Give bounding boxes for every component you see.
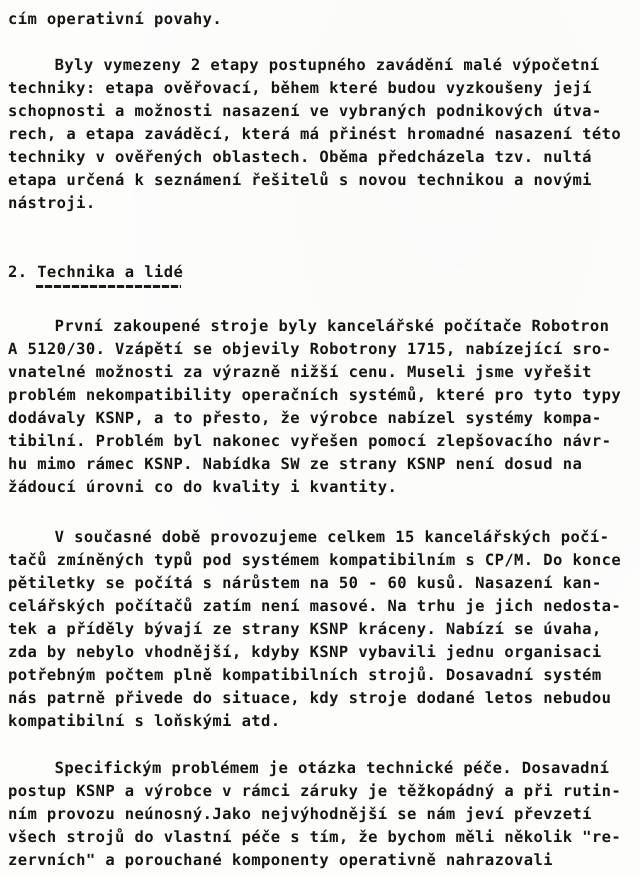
- paragraph-technical-care: [8, 757, 634, 872]
- text-line: pětiletky se počítá s nárůstem na 50 - 60 kusů. Nasazení kan-: [8, 574, 602, 592]
- text-line: postup KSNP a výrobce v rámci záruky je těžkopádný a při rutin-: [8, 782, 622, 800]
- text-line: První zakoupené stroje byly kancelářské počítače Robotron: [54, 317, 610, 335]
- text-line: Byly vymezeny 2 etapy postupného zavádění malé výpočetní: [54, 56, 600, 74]
- heading-underline-decoration: [36, 285, 181, 288]
- text-line: celářských počítačů zatím není masové. Na trhu je jich nedosta-: [8, 597, 622, 615]
- text-line: potřebným počtem plně kompatibilních strojů. Dosavadní systém: [8, 666, 602, 684]
- text-line: hu mimo rámec KSNP. Nabídka SW ze strany KSNP není dosud na: [8, 455, 583, 473]
- text-line: všech strojů do vlastní péče s tím, že bychom měli několik "re-: [8, 828, 622, 846]
- text-line: techniky v ověřených oblastech. Oběma předcházela tzv. nultá: [8, 148, 592, 166]
- text-line: dodávaly KSNP, a to přesto, že výrobce nabízel systémy kompa-: [8, 409, 602, 427]
- text-line: problém nekompatibility operačních systémů, které pro tyto typy: [8, 386, 622, 404]
- text-line: kompatibilní s loňskými atd.: [8, 712, 281, 730]
- text-line: tibilní. Problém byl nakonec vyřešen pomocí zlepšovacího návr-: [8, 432, 612, 450]
- text-line: tek a příděly bývají ze strany KSNP kráceny. Nabízí se úvaha,: [8, 620, 602, 638]
- text-line: rech, a etapa zaváděcí, která má přinést hromadné nasazení této: [8, 125, 622, 143]
- section-heading-block: [8, 261, 634, 288]
- section-heading: 2. Technika a lidé: [8, 263, 184, 281]
- text-line: techniky: etapa ověřovací, během které budou vyzkoušeny její: [8, 79, 592, 97]
- text-line: Specifickým problémem je otázka technické péče. Dosavadní: [54, 759, 610, 777]
- text-line: zda by nebylo vhodnější, kdyby KSNP vybavili jednu organisaci: [8, 643, 602, 661]
- paragraph-introduction-stages: [8, 54, 634, 215]
- text-line: V současné době provozujeme celkem 15 kancelářských počí-: [54, 528, 610, 546]
- continuation-line: cím operativní povahy.: [8, 10, 223, 28]
- text-line: A 5120/30. Vzápětí se objevily Robotrony 1715, nabízející sro-: [8, 340, 612, 358]
- text-line: nás patrně přivede do situace, kdy stroje dodané letos nebudou: [8, 689, 612, 707]
- text-line: ním provozu neúnosný.Jako nejvýhodnější se nám jeví převzetí: [8, 805, 592, 823]
- text-line: nástroji.: [8, 194, 96, 212]
- text-line: zervních" a porouchané komponenty operativně nahrazovali: [8, 851, 553, 869]
- text-line: etapa určená k seznámení řešitelů s novou technikou a novými: [8, 171, 592, 189]
- paragraph-current-operation: [8, 526, 634, 733]
- text-line: tačů zmíněných typů pod systémem kompatibilním s CP/M. Do konce: [8, 551, 622, 569]
- text-line: vnatelné možnosti za výrazně nižší cenu. Museli jsme vyřešit: [8, 363, 592, 381]
- text-line: schopnosti a možnosti nasazení ve vybraných podnikových útva-: [8, 102, 602, 120]
- text-line: žádoucí úrovni co do kvality i kvantity.: [8, 478, 398, 496]
- paragraph-first-machines: [8, 315, 634, 499]
